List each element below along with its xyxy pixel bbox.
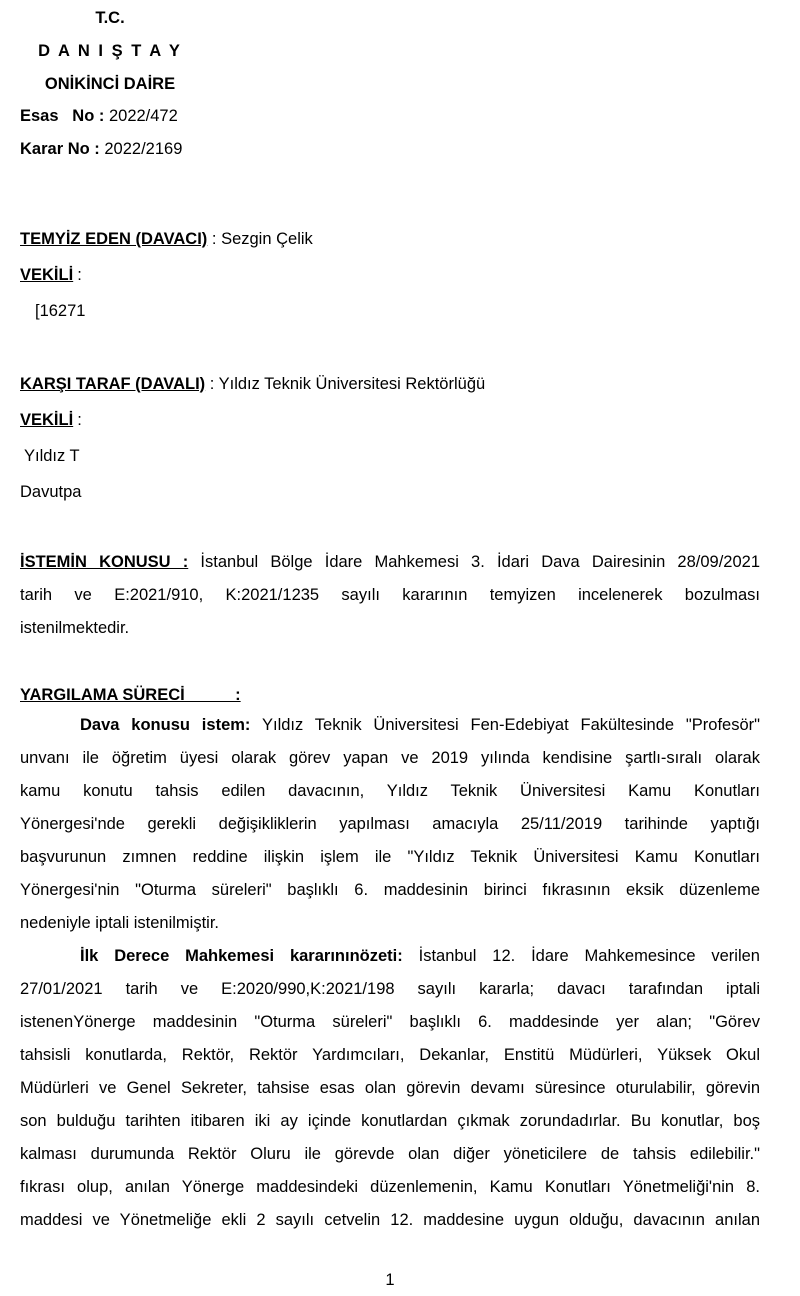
- request-label: İSTEMİN KONUSU :: [20, 553, 189, 571]
- header-tc: T.C.: [95, 9, 125, 27]
- subject-line: nedeniyle iptali istenilmiştir.: [20, 914, 220, 932]
- subject-line: Dava konusu istem: Yıldız Teknik Üniversitesi Fen-Edebiyat Fakültesinde "Profesör": [80, 716, 760, 734]
- subject-label: Dava konusu istem:: [80, 716, 251, 734]
- appellant-label: TEMYİZ EDEN (DAVACI): [20, 230, 208, 248]
- request-section: [20, 546, 760, 645]
- esas-value: 2022/472: [108, 107, 178, 125]
- respondent-row: [20, 374, 485, 394]
- karar-number: [20, 139, 182, 159]
- chamber-name: ONİKİNCİ DAİRE: [44, 75, 176, 93]
- respondent-agent-label: VEKİLİ: [20, 411, 74, 429]
- first-instance-line: fıkrası olup, anılan Yönerge maddesindeki düzenlemenin, Kamu Konutları Yönetmeliği'nin 8.: [20, 1178, 760, 1196]
- respondent-agent-colon: :: [77, 411, 82, 429]
- subject-line: kamu konutu tahsis edilen davacının, Yıldız Teknik Üniversitesi Kamu Konutları: [20, 782, 760, 800]
- appellant-agent-label: VEKİLİ: [20, 266, 74, 284]
- subject-line: Yönergesi'nin "Oturma süreleri" başlıklı 6. maddesinin birinci fıkrasının eksik düzenleme: [20, 881, 760, 899]
- karar-label: Karar No :: [20, 140, 100, 158]
- esas-label: Esas No :: [20, 107, 105, 125]
- court-name: D A N I Ş T A Y: [38, 42, 182, 60]
- first-instance-line: 27/01/2021 tarih ve E:2020/990,K:2021/198 sayılı kararla; davacı tarafından iptali: [20, 980, 760, 998]
- first-instance-line: Müdürleri ve Genel Sekreter, tahsise esas olan görevin devamı süresince oturulabilir, görevin: [20, 1079, 760, 1097]
- first-instance-line: İlk Derece Mahkemesi kararınınözeti: İstanbul 12. İdare Mahkemesince verilen: [80, 947, 760, 965]
- first-instance-line: kalması durumunda Rektör Oluru ile görevde olan diğer yöneticilere de tahsis edilebilir.": [20, 1145, 760, 1163]
- esas-number: [20, 106, 178, 126]
- first-instance-line: maddesi ve Yönetmeliğe ekli 2 sayılı cetvelin 12. maddesine uygun olduğu, davacının anılan: [20, 1211, 760, 1229]
- first-instance-line: tahsisli konutlarda, Rektör, Rektör Yardımcıları, Dekanlar, Enstitü Müdürleri, Yüksek Okul: [20, 1046, 760, 1064]
- subject-line: Yönergesi'nde gerekli değişikliklerin yapılması amacıyla 25/11/2019 tarihinde yaptığı: [20, 815, 760, 833]
- process-heading: YARGILAMA SÜRECİ :: [20, 686, 241, 704]
- subject-paragraph: [20, 709, 760, 940]
- karar-value: 2022/2169: [104, 140, 183, 158]
- appellant-agent-row: [20, 265, 82, 285]
- respondent-label: KARŞI TARAF (DAVALI): [20, 375, 206, 393]
- appellant-agent-colon: :: [77, 266, 82, 284]
- respondent-agent-row: [20, 410, 82, 430]
- request-line: istenilmektedir.: [20, 619, 130, 637]
- first-instance-line: son bulduğu tarihten itibaren iki ay içinde konutlardan çıkmak zorundadırlar. Bu konutlar, boş: [20, 1112, 760, 1130]
- appellant-agent-value: [16271: [35, 302, 86, 320]
- request-line: İSTEMİN KONUSU : İstanbul Bölge İdare Mahkemesi 3. İdari Dava Dairesinin 28/09/2021: [20, 553, 760, 571]
- first-instance-paragraph: [20, 940, 760, 1237]
- respondent-agent-line-1: Yıldız T: [24, 447, 80, 465]
- appellant-value: : Sezgin Çelik: [211, 230, 313, 248]
- appellant-row: [20, 229, 313, 249]
- subject-line: unvanı ile öğretim üyesi olarak görev yapan ve 2019 yılında kendisine şartlı-sıralı olarak: [20, 749, 760, 767]
- respondent-agent-line-2: Davutpa: [20, 483, 82, 501]
- first-instance-label: İlk Derece Mahkemesi kararınınözeti:: [80, 947, 403, 965]
- respondent-value: : Yıldız Teknik Üniversitesi Rektörlüğü: [209, 375, 486, 393]
- request-line: tarih ve E:2021/910, K:2021/1235 sayılı kararının temyizen incelenerek bozulması: [20, 586, 760, 604]
- subject-line: başvurunun zımnen reddine ilişkin işlem ile "Yıldız Teknik Üniversitesi Kamu Konutları: [20, 848, 760, 866]
- page-number: 1: [385, 1271, 395, 1289]
- first-instance-line: istenenYönerge maddesinin "Oturma süreleri" başlıklı 6. maddesinde yer alan; "Görev: [20, 1013, 760, 1031]
